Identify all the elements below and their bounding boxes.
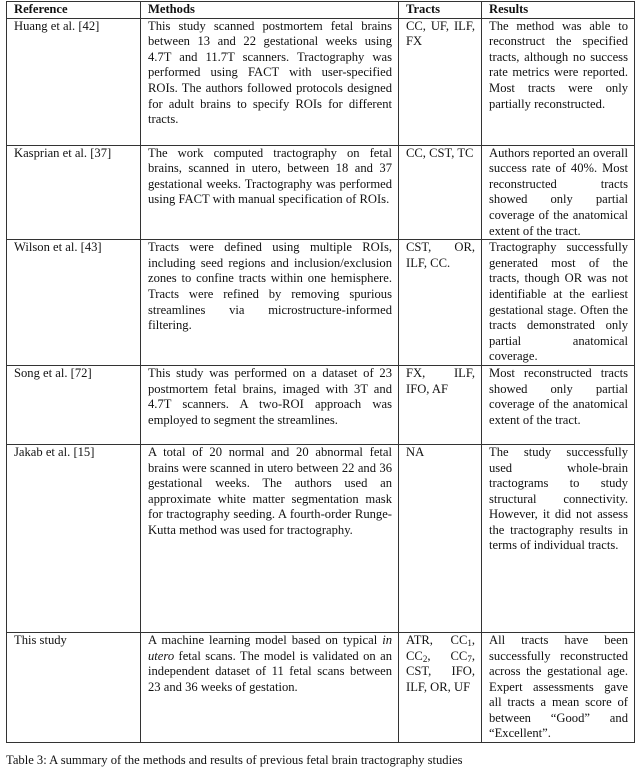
cell-results: Authors reported an overall success rate of 40%. Most reconstructed tracts showed only partial coverage of the anatomical extent of the tract. (482, 145, 635, 240)
cell-tracts: NA (399, 444, 482, 632)
cell-methods (141, 632, 399, 742)
cell-tracts: FX, ILF, IFO, AF (399, 365, 482, 444)
tract-text: , CC (406, 632, 475, 663)
tract-subscript: 1 (467, 637, 472, 648)
header-row (7, 2, 635, 19)
cell-results: The study successfully used whole-brain tractograms to study structural connectivity. However, it did not assess the tractography results in terms of individual tracts. (482, 444, 635, 632)
methods-text: A machine learning model based on typical (148, 632, 383, 647)
tract-subscript: 7 (467, 653, 472, 664)
tract-text: , CST, IFO, ILF, OR, UF (406, 648, 475, 694)
tract-text: , CC (427, 648, 468, 663)
cell-results: Tractography successfully generated most of the tracts, though OR was not identifiable at the earliest gestational stage. Often the tracts demonstrated only partial anatomical coverage. (482, 240, 635, 366)
cell-results: Most reconstructed tracts showed only partial coverage of the anatomical extent of the tract. (482, 365, 635, 444)
cell-reference: Huang et al. [42] (7, 18, 141, 145)
cell-reference: This study (7, 632, 141, 742)
methods-emphasis: in utero (148, 632, 392, 663)
cell-methods: This study scanned postmortem fetal brains between 13 and 22 gestational weeks using 4.7T and 11.7T scanners. Tractography was performed using FACT with user-specified ROIs. The authors followed protocols designed for adult brains to specify ROIs for different tracts. (141, 18, 399, 145)
cell-tracts: CST, OR, ILF, CC. (399, 240, 482, 366)
methods-text: fetal scans. The model is validated on an independent dataset of 11 fetal scans between 23 and 36 weeks of gestation. (148, 648, 392, 694)
cell-methods: Tracts were defined using multiple ROIs, including seed regions and inclusion/exclusion zones to confine tracts within one hemisphere. Tracts were refined by removing spurious streamlines via microstructure-informed filtering. (141, 240, 399, 366)
table-row (7, 444, 635, 632)
header-methods: Methods (141, 2, 399, 19)
cell-methods: This study was performed on a dataset of 23 postmortem fetal brains, imaged with 3T and 4.7T scanners. A two-ROI approach was employed to segment the streamlines. (141, 365, 399, 444)
cell-methods: The work computed tractography on fetal brains, scanned in utero, between 18 and 37 gestational weeks. Tractography was performed using FACT with manual specification of ROIs. (141, 145, 399, 240)
cell-tracts: CC, CST, TC (399, 145, 482, 240)
cell-tracts (399, 632, 482, 742)
table-row (7, 18, 635, 145)
cell-reference: Song et al. [72] (7, 365, 141, 444)
cell-reference: Wilson et al. [43] (7, 240, 141, 366)
table-row (7, 365, 635, 444)
cell-results: The method was able to reconstruct the specified tracts, although no success rate metrics were reported. Most tracts were only partially reconstructed. (482, 18, 635, 145)
comparison-table (6, 1, 635, 743)
cell-reference: Kasprian et al. [37] (7, 145, 141, 240)
table-row (7, 240, 635, 366)
cell-methods: A total of 20 normal and 20 abnormal fetal brains were scanned in utero between 22 and 36 gestational weeks. The authors used an approximate white matter segmentation mask for tractography seeding. A fourth-order Runge-Kutta method was used for tractography. (141, 444, 399, 632)
header-results: Results (482, 2, 635, 19)
table-row (7, 145, 635, 240)
header-reference: Reference (7, 2, 141, 19)
tract-subscript: 2 (422, 653, 428, 664)
cell-reference: Jakab et al. [15] (7, 444, 141, 632)
table-caption: Table 3: A summary of the methods and results of previous fetal brain tractography studies (6, 753, 463, 768)
header-tracts: Tracts (399, 2, 482, 19)
tract-text: ATR, CC (406, 632, 468, 647)
cell-tracts: CC, UF, ILF, FX (399, 18, 482, 145)
table-row (7, 632, 635, 742)
cell-results: All tracts have been successfully reconstructed across the gestational age. Expert assessments gave all tracts a mean score of between “Good” and “Excellent”. (482, 632, 635, 742)
